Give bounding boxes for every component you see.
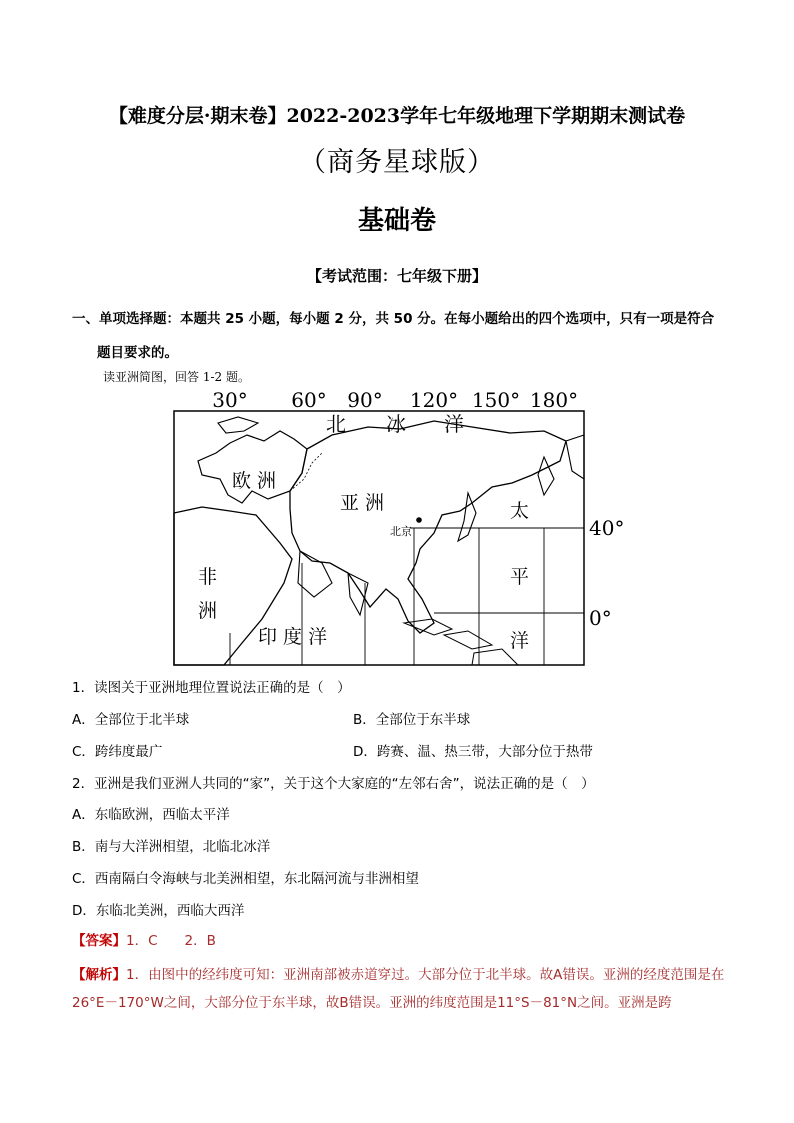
question-2-option-a[interactable]: A．东临欧洲，西临太平洋 [72,807,230,823]
analysis-paragraph [72,961,728,1017]
question-1-option-d[interactable]: D．跨赛、温、热三带，大部分位于热带 [353,744,593,760]
north-america-edge [566,435,584,479]
question-intro: 读亚洲简图，回答 1-2 题。 [103,370,250,384]
label-europe: 欧 洲 [232,470,277,492]
question-1-stem: 1．读图关于亚洲地理位置说法正确的是（ ） [72,680,351,696]
question-2-stem: 2．亚洲是我们亚洲人共同的“家”，关于这个大家庭的“左邻右舍”，说法正确的是（ ） [72,776,595,792]
section-heading-line1: 一、单项选择题：本题共 25 小题，每小题 2 分，共 50 分。在每小题给出的四个选项中，只有一项是符合 [72,311,715,327]
lon-label-120: 120° [409,388,459,412]
lon-label-150: 150° [471,388,521,412]
question-1-option-c[interactable]: C．跨纬度最广 [72,744,163,760]
question-2-option-c[interactable]: C．西南隔白令海峡与北美洲相望，东北隔河流与非洲相望 [72,871,419,887]
question-2-option-b[interactable]: B．南与大洋洲相望，北临北冰洋 [72,839,271,855]
section-heading-line2: 题目要求的。 [97,345,178,361]
exam-scope: 【考试范围：七年级下册】 [306,267,487,285]
label-pacific-1: 太 [510,500,530,522]
lon-label-90: 90° [347,388,383,412]
document-edition: （商务星球版） [299,147,495,178]
label-indian-ocean: 印 度 洋 [258,626,328,648]
question-1-option-b[interactable]: B．全部位于东半球 [353,712,471,728]
arabia-outline [298,551,332,597]
lon-label-60: 60° [291,388,327,412]
map-frame [174,411,584,665]
scandinavia-outline [218,417,258,433]
question-2-option-d[interactable]: D．东临北美洲，西临大西洋 [72,903,245,919]
document-title: 【难度分层·期末卷】2022-2023学年七年级地理下学期期末测试卷 [108,105,686,127]
document-level: 基础卷 [357,206,436,236]
lat-label-0: 0° [589,606,612,630]
analysis-text: 1．由图中的经纬度可知：亚洲南部被赤道穿过。大部分位于北半球。故A错误。亚洲的经度范围是在26°E－170°W之间，大部分位于东半球，故B错误。亚洲的纬度范围是11°S－81°N之间。亚洲是跨 [72,967,725,1011]
asia-map [172,383,592,668]
question-1-option-a[interactable]: A．全部位于北半球 [72,712,190,728]
beijing-dot [416,517,422,523]
answer-tag: 【答案】 [72,933,126,949]
analysis-tag: 【解析】 [72,967,126,983]
kamchatka-outline [538,457,554,495]
japan-outline [458,493,476,541]
section-heading [72,302,732,370]
europe-asia-boundary [290,453,322,491]
answer-line [72,929,216,949]
label-africa-2: 洲 [198,600,218,622]
lat-label-40: 40° [589,516,625,540]
label-arctic-2: 冰 [386,412,406,436]
label-arctic-3: 洋 [444,412,464,436]
label-africa-1: 非 [198,566,218,588]
label-arctic-1: 北 [326,412,346,436]
answer-text: 1．C 2．B [126,933,216,949]
label-pacific-3: 洋 [510,630,530,652]
lon-label-30: 30° [212,388,248,412]
lon-label-180: 180° [529,388,579,412]
label-pacific-2: 平 [510,566,530,588]
island-2 [444,631,492,649]
asia-outline [290,421,566,633]
label-asia: 亚 洲 [340,492,385,514]
label-beijing: 北京 [390,525,412,538]
